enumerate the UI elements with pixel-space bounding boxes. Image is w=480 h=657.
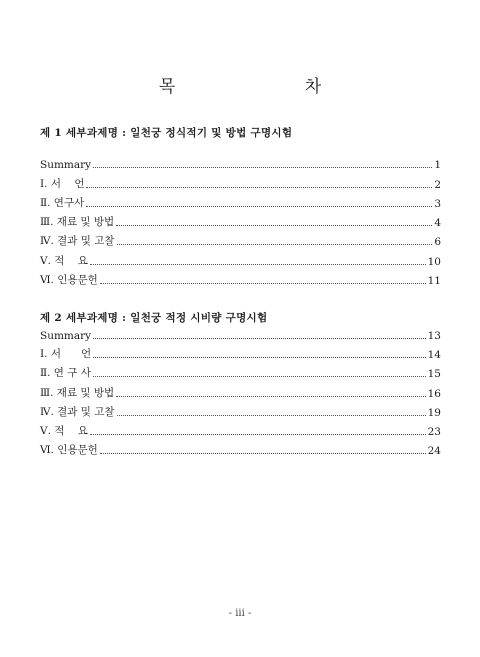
leader-dots [90, 434, 426, 435]
section-1-heading: 제 1 세부과제명 : 일천궁 정식적기 및 방법 구명시험 [40, 127, 293, 139]
toc-entry[interactable] [40, 254, 441, 268]
toc-entry[interactable] [40, 366, 441, 380]
leader-dots [117, 415, 426, 416]
toc-entry-page: 15 [427, 368, 441, 380]
toc-entry[interactable] [40, 215, 441, 229]
toc-entry-label: Ⅲ. 재료 및 방법 [40, 216, 115, 228]
toc-entry[interactable] [40, 328, 441, 342]
toc-entry[interactable] [40, 177, 441, 191]
toc-entry-page: 23 [427, 426, 441, 438]
toc-entry-label: Ⅳ. 결과 및 고찰 [40, 406, 115, 418]
leader-dots [93, 376, 426, 377]
toc-entry-page: 10 [427, 256, 441, 268]
toc-entry-label: Ⅲ. 재료 및 방법 [40, 387, 115, 399]
toc-entry-page: 6 [434, 236, 441, 248]
toc-entry-page: 2 [434, 179, 441, 191]
toc-entry[interactable] [40, 405, 441, 419]
toc-entry-page: 24 [427, 445, 441, 457]
page-number-footer: - iii - [228, 608, 252, 619]
toc-entry-page: 13 [427, 330, 441, 342]
leader-dots [100, 283, 426, 284]
toc-entry[interactable] [40, 424, 441, 438]
toc-entry-label: Ⅵ. 인용문헌 [40, 274, 98, 286]
toc-entry-label: Ⅱ. 연구사 [40, 197, 85, 209]
leader-dots [90, 264, 426, 265]
toc-entry-label: Summary [40, 330, 92, 342]
toc-entry[interactable] [40, 386, 441, 400]
leader-dots [93, 338, 426, 339]
leader-dots [93, 167, 432, 168]
toc-entry-page: 16 [427, 388, 441, 400]
page-title: 목 차 [158, 77, 384, 97]
toc-entry-page: 14 [427, 349, 441, 361]
toc-entry-label: Ⅴ. 적 요 [40, 425, 88, 437]
toc-entry[interactable] [40, 196, 441, 210]
leader-dots [86, 187, 432, 188]
leader-dots [116, 396, 425, 397]
toc-entry-label: Summary [40, 159, 92, 171]
toc-entry-label: Ⅰ. 서 언 [40, 178, 85, 190]
toc-entry-page: 19 [427, 407, 441, 419]
toc-entry[interactable] [40, 443, 441, 457]
leader-dots [116, 225, 432, 226]
toc-entry-label: Ⅰ. 서 언 [40, 348, 92, 360]
toc-entry[interactable] [40, 157, 441, 171]
toc-entry-label: Ⅳ. 결과 및 고찰 [40, 235, 115, 247]
leader-dots [93, 357, 425, 358]
toc-entry-label: Ⅴ. 적 요 [40, 255, 88, 267]
toc-entry-label: Ⅱ. 연 구 사 [40, 367, 91, 379]
toc-entry[interactable] [40, 347, 441, 361]
toc-entry-page: 1 [434, 159, 441, 171]
leader-dots [86, 206, 432, 207]
section-2-heading: 제 2 세부과제명 : 일천궁 적정 시비량 구명시험 [40, 312, 268, 324]
leader-dots [117, 244, 433, 245]
toc-entry-page: 4 [434, 217, 441, 229]
toc-entry-page: 11 [427, 275, 441, 287]
toc-entry-page: 3 [434, 198, 441, 210]
leader-dots [100, 453, 426, 454]
toc-entry[interactable] [40, 234, 441, 248]
toc-entry[interactable] [40, 273, 441, 287]
toc-entry-label: Ⅵ. 인용문헌 [40, 444, 98, 456]
